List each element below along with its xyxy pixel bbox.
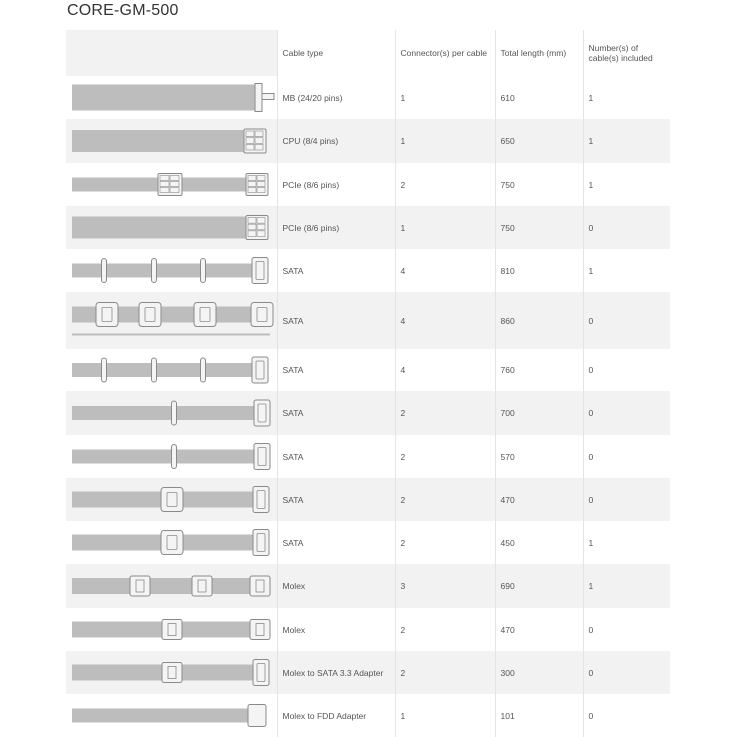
length-cell: 300 — [495, 651, 583, 694]
count-cell: 0 — [583, 608, 670, 651]
cable-type-cell: SATA — [277, 292, 395, 349]
cable-type-cell: Molex — [277, 608, 395, 651]
page-title: CORE-GM-500 — [67, 2, 179, 19]
connectors-cell: 1 — [395, 76, 495, 119]
count-cell: 0 — [583, 349, 670, 391]
connectors-cell: 2 — [395, 163, 495, 206]
connectors-cell: 1 — [395, 206, 495, 249]
length-header: Total length (mm) — [495, 30, 583, 76]
cable-image-cell — [66, 694, 277, 737]
cable-image-cell — [66, 349, 277, 391]
count-cell: 0 — [583, 435, 670, 478]
mb-cable-icon — [66, 76, 277, 119]
pcie-single-cable-icon — [66, 206, 277, 249]
cable-image-cell — [66, 435, 277, 478]
connectors-cell: 4 — [395, 349, 495, 391]
cable-image-cell — [66, 391, 277, 435]
cable-type-cell: SATA — [277, 249, 395, 292]
molex-sata-adapter-icon — [66, 651, 277, 694]
cable-image-cell — [66, 163, 277, 206]
length-cell: 860 — [495, 292, 583, 349]
cable-type-cell: CPU (8/4 pins) — [277, 119, 395, 163]
cable-type-cell: SATA — [277, 391, 395, 435]
table-row — [66, 564, 670, 608]
table-row — [66, 163, 670, 206]
sata-2-cable-icon — [66, 435, 277, 478]
count-cell: 1 — [583, 521, 670, 564]
cable-type-cell: Molex to SATA 3.3 Adapter — [277, 651, 395, 694]
cable-type-cell: SATA — [277, 349, 395, 391]
table-row — [66, 435, 670, 478]
connectors-cell: 1 — [395, 694, 495, 737]
cable-image-cell — [66, 76, 277, 119]
length-cell: 650 — [495, 119, 583, 163]
count-cell: 1 — [583, 119, 670, 163]
cable-type-cell: Molex to FDD Adapter — [277, 694, 395, 737]
cable-type-header: Cable type — [277, 30, 395, 76]
connectors-cell: 2 — [395, 521, 495, 564]
count-cell: 0 — [583, 292, 670, 349]
count-cell: 1 — [583, 163, 670, 206]
table-row — [66, 292, 670, 349]
cable-image-cell — [66, 608, 277, 651]
connectors-header: Connector(s) per cable — [395, 30, 495, 76]
count-cell: 0 — [583, 694, 670, 737]
length-cell: 470 — [495, 608, 583, 651]
table-row — [66, 694, 670, 737]
cable-type-cell: PCIe (8/6 pins) — [277, 163, 395, 206]
cable-type-cell: SATA — [277, 521, 395, 564]
count-cell: 0 — [583, 651, 670, 694]
cable-image-cell — [66, 206, 277, 249]
molex-2-cable-icon — [66, 608, 277, 651]
connectors-cell: 2 — [395, 435, 495, 478]
image-column-header — [66, 30, 277, 76]
table-row — [66, 76, 670, 119]
table-row — [66, 119, 670, 163]
length-cell: 760 — [495, 349, 583, 391]
connectors-cell: 4 — [395, 249, 495, 292]
cable-type-cell: Molex — [277, 564, 395, 608]
count-cell: 1 — [583, 76, 670, 119]
count-cell: 0 — [583, 206, 670, 249]
table-row — [66, 349, 670, 391]
sata-2-angled-cable-icon — [66, 478, 277, 521]
table-row — [66, 391, 670, 435]
table-row — [66, 521, 670, 564]
table-row — [66, 249, 670, 292]
cpu-cable-icon — [66, 119, 277, 163]
table-row — [66, 206, 670, 249]
table-row — [66, 478, 670, 521]
connectors-cell: 2 — [395, 608, 495, 651]
connectors-cell: 4 — [395, 292, 495, 349]
sata-4-cable-icon — [66, 349, 277, 391]
sata-2-cable-icon — [66, 391, 277, 435]
cable-image-cell — [66, 119, 277, 163]
connectors-cell: 1 — [395, 119, 495, 163]
length-cell: 690 — [495, 564, 583, 608]
length-cell: 450 — [495, 521, 583, 564]
count-cell: 1 — [583, 249, 670, 292]
length-cell: 470 — [495, 478, 583, 521]
connectors-cell: 2 — [395, 651, 495, 694]
length-cell: 750 — [495, 206, 583, 249]
length-cell: 101 — [495, 694, 583, 737]
cable-image-cell — [66, 478, 277, 521]
table-header-row — [66, 30, 670, 76]
length-cell: 750 — [495, 163, 583, 206]
molex-3-cable-icon — [66, 564, 277, 608]
connectors-cell: 2 — [395, 478, 495, 521]
count-cell: 1 — [583, 564, 670, 608]
sata-4-angled-cable-icon — [66, 292, 277, 349]
molex-fdd-adapter-icon — [66, 694, 277, 737]
length-cell: 610 — [495, 76, 583, 119]
cable-image-cell — [66, 292, 277, 349]
cable-type-cell: SATA — [277, 435, 395, 478]
cable-type-cell: PCIe (8/6 pins) — [277, 206, 395, 249]
length-cell: 700 — [495, 391, 583, 435]
count-header: Number(s) of cable(s) included — [583, 30, 670, 76]
cable-type-cell: SATA — [277, 478, 395, 521]
pcie-dual-cable-icon — [66, 163, 277, 206]
table-row — [66, 651, 670, 694]
connectors-cell: 3 — [395, 564, 495, 608]
cable-image-cell — [66, 651, 277, 694]
table-row — [66, 608, 670, 651]
cable-spec-table — [66, 30, 670, 737]
length-cell: 810 — [495, 249, 583, 292]
cable-image-cell — [66, 521, 277, 564]
length-cell: 570 — [495, 435, 583, 478]
sata-2-angled-cable-icon — [66, 521, 277, 564]
connectors-cell: 2 — [395, 391, 495, 435]
count-cell: 0 — [583, 478, 670, 521]
count-cell: 0 — [583, 391, 670, 435]
cable-image-cell — [66, 564, 277, 608]
cable-type-cell: MB (24/20 pins) — [277, 76, 395, 119]
cable-image-cell — [66, 249, 277, 292]
sata-4-cable-icon — [66, 249, 277, 292]
